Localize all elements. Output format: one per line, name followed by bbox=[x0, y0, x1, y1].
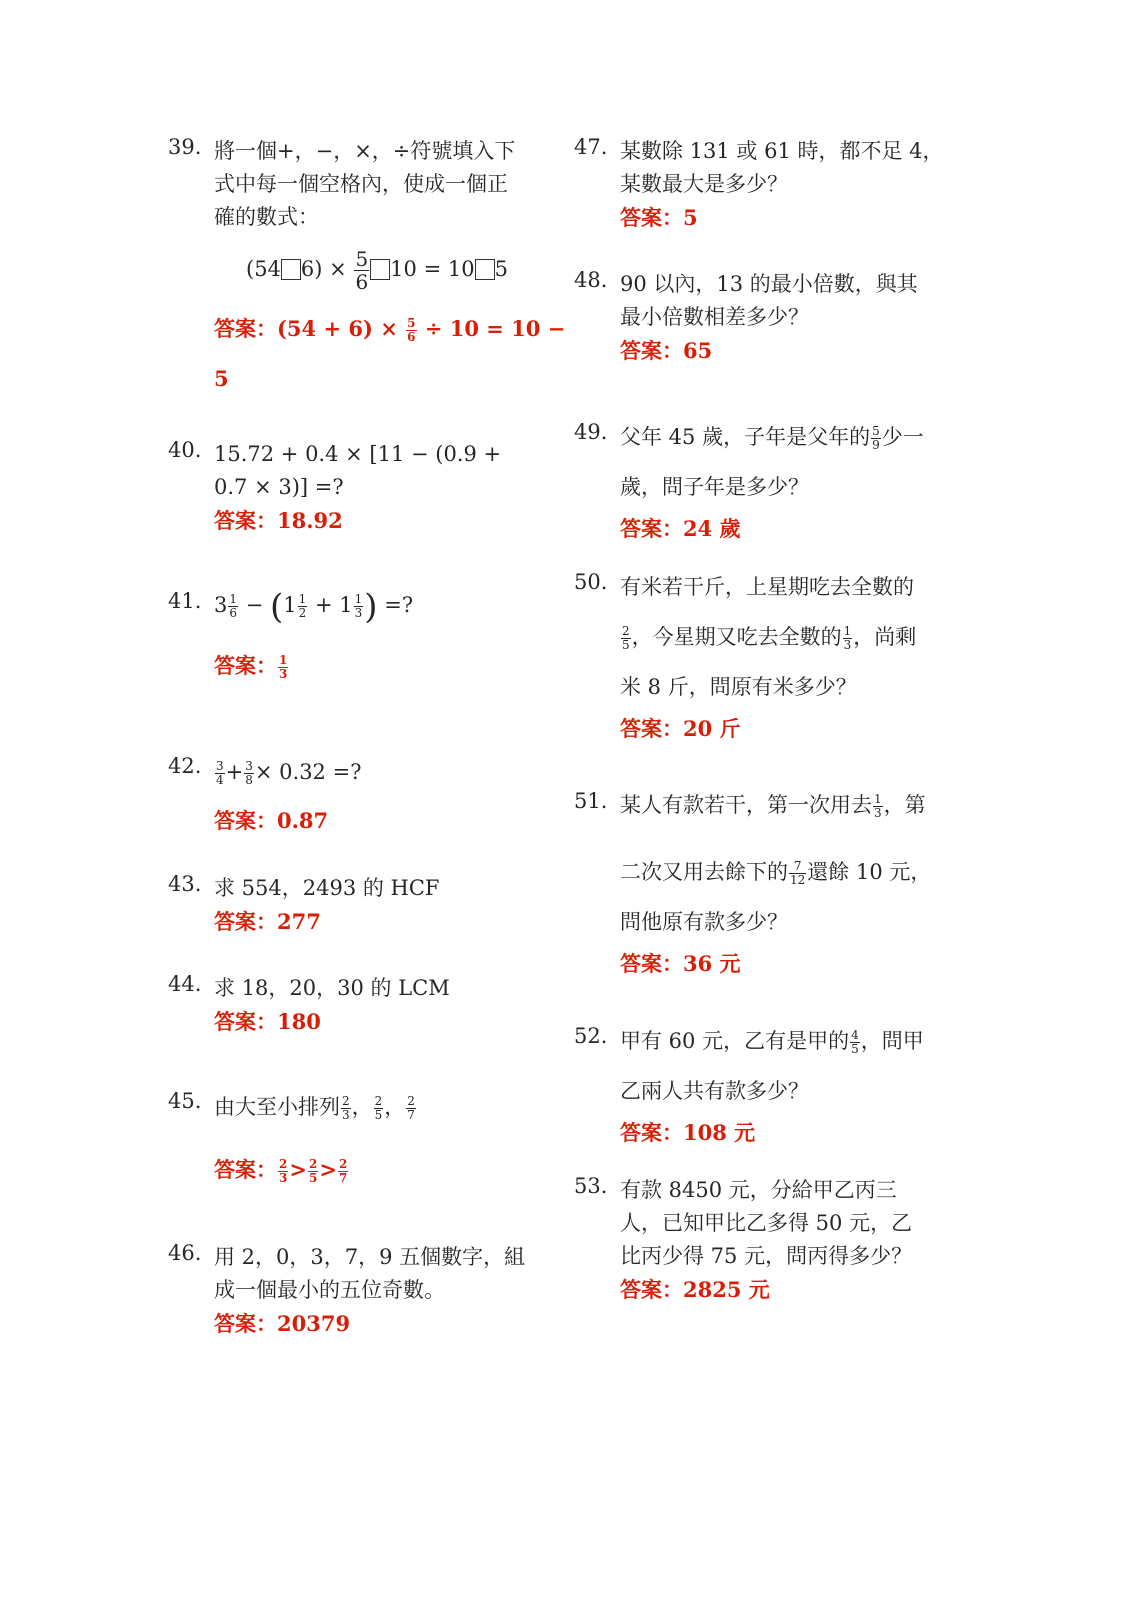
question-text: 某人有款若干，第一次用去 $\frac{1}{3}$ ，第 bbox=[620, 792, 926, 820]
answer: 答案：24 歲 bbox=[620, 516, 741, 541]
fraction: $\frac{2}{5}$ bbox=[622, 624, 630, 652]
fraction: $\frac{5}{6}$ bbox=[355, 247, 369, 294]
answer: 答案：20 斤 bbox=[620, 716, 741, 741]
fraction: $\frac{3}{4}$ bbox=[216, 759, 224, 787]
fraction: $\frac{4}{5}$ bbox=[851, 1028, 859, 1056]
question-52 bbox=[574, 1016, 954, 1149]
question-40 bbox=[168, 438, 548, 537]
question-number: 40. bbox=[168, 438, 202, 462]
fraction: $\frac{5}{6}$ bbox=[407, 316, 416, 344]
question-text: 15.72 + 0.4 × [11 − (0.9 + bbox=[214, 442, 502, 466]
question-text: 有款 8450 元，分給甲乙丙三 bbox=[620, 1178, 897, 1202]
question-number: 52. bbox=[574, 1024, 608, 1048]
question-number: 47. bbox=[574, 135, 608, 159]
fraction: $\frac{1}{3}$ bbox=[843, 624, 852, 652]
question-text: 比丙少得 75 元，問丙得多少？ bbox=[620, 1244, 913, 1268]
question-46 bbox=[168, 1241, 548, 1340]
question-45 bbox=[168, 1087, 548, 1186]
equation: (54 6) × $\frac{5}{6}$ 10 = 10 5 bbox=[246, 247, 508, 294]
question-number: 49. bbox=[574, 420, 608, 444]
question-53 bbox=[574, 1174, 954, 1306]
question-text: 成一個最小的五位奇數。 bbox=[214, 1278, 445, 1302]
question-text: $\frac{2}{5}$ ，今星期又吃去全數的 $\frac{1}{3}$ ，尚剩 bbox=[622, 624, 917, 652]
answer: 答案： $\frac{2}{3}$ > $\frac{2}{5}$ > $\frac{2}{7}$ bbox=[214, 1157, 348, 1185]
question-44 bbox=[168, 972, 548, 1038]
question-number: 44. bbox=[168, 972, 202, 996]
fraction: $\frac{1}{3}$ bbox=[874, 792, 882, 820]
answer: 答案：36 元 bbox=[620, 951, 741, 976]
question-number: 51. bbox=[574, 789, 608, 813]
question-text: 甲有 60 元，乙有是甲的 $\frac{4}{5}$ ，問甲 bbox=[620, 1028, 924, 1056]
answer: 答案：0.87 bbox=[214, 808, 329, 833]
question-text: 用 2，0，3，7，9 五個數字，組 bbox=[214, 1245, 526, 1269]
question-number: 41. bbox=[168, 589, 202, 613]
question-text: 0.7 × 3)] =? bbox=[214, 475, 344, 499]
fraction: $\frac{2}{5}$ bbox=[308, 1157, 318, 1185]
question-text: 將一個+，−，×，÷符號填入下 bbox=[214, 139, 516, 163]
answer: 答案： $\frac{1}{3}$ bbox=[214, 653, 288, 681]
question-47 bbox=[574, 135, 954, 234]
fraction: $\frac{1}{3}$ bbox=[354, 592, 363, 620]
answer-continued: 5 bbox=[214, 366, 229, 391]
question-48 bbox=[574, 268, 954, 367]
question-text: 最小倍數相差多少？ bbox=[620, 305, 809, 329]
question-text: 某數最大是多少？ bbox=[620, 172, 788, 196]
answer: 答案：20379 bbox=[214, 1311, 351, 1336]
blank-box bbox=[370, 259, 390, 280]
question-text: 求 18，20，30 的 LCM bbox=[214, 976, 450, 1000]
fraction: $\frac{2}{3}$ bbox=[279, 1157, 288, 1185]
blank-box bbox=[475, 259, 495, 280]
answer: 答案：180 bbox=[214, 1009, 321, 1034]
question-number: 53. bbox=[574, 1174, 608, 1198]
question-number: 45. bbox=[168, 1089, 202, 1113]
fraction: $\frac{1}{3}$ bbox=[279, 653, 288, 681]
answer: 答案：277 bbox=[214, 909, 321, 934]
question-text: 米 8 斤，問原有米多少？ bbox=[620, 675, 857, 699]
question-number: 48. bbox=[574, 268, 608, 292]
question-43 bbox=[168, 872, 548, 938]
equation: $\frac{3}{4}$ + $\frac{3}{8}$ × 0.32 =? bbox=[216, 759, 362, 787]
question-number: 39. bbox=[168, 135, 202, 159]
question-41 bbox=[168, 585, 548, 682]
fraction: $\frac{1}{6}$ bbox=[229, 592, 238, 620]
question-text: 由大至小排列 $\frac{2}{3}$ ， $\frac{2}{5}$ ， $\frac{2}{7}$ bbox=[214, 1094, 415, 1122]
fraction: $\frac{5}{9}$ bbox=[872, 424, 880, 452]
question-text: 求 554，2493 的 HCF bbox=[214, 876, 440, 900]
question-text: 人，已知甲比乙多得 50 元，乙 bbox=[620, 1211, 913, 1235]
answer: 答案：108 元 bbox=[620, 1120, 756, 1145]
equation: 3 $\frac{1}{6}$ − (1 $\frac{1}{2}$ + 1 $\frac{1}{3}$ ) =? bbox=[214, 587, 414, 627]
fraction: $\frac{1}{2}$ bbox=[298, 592, 307, 620]
question-text: 90 以內，13 的最小倍數，與其 bbox=[620, 272, 918, 296]
fraction: $\frac{2}{3}$ bbox=[342, 1094, 350, 1122]
question-text: 乙兩人共有款多少？ bbox=[620, 1079, 809, 1103]
question-text: 式中每一個空格內，使成一個正 bbox=[214, 172, 508, 196]
question-text: 問他原有款多少？ bbox=[620, 910, 788, 934]
question-number: 43. bbox=[168, 872, 202, 896]
fraction: $\frac{2}{7}$ bbox=[338, 1157, 348, 1185]
question-number: 50. bbox=[574, 570, 608, 594]
question-51 bbox=[574, 780, 954, 980]
answer: 答案：18.92 bbox=[214, 508, 343, 533]
fraction: $\frac{2}{7}$ bbox=[407, 1094, 415, 1122]
answer: 答案：65 bbox=[620, 338, 713, 363]
question-42 bbox=[168, 752, 548, 837]
answer: 答案：2825 元 bbox=[620, 1277, 770, 1302]
answer: 答案：(54 + 6) × $\frac{5}{6}$ ÷ 10 = 10 − bbox=[214, 316, 566, 344]
question-39 bbox=[168, 135, 566, 404]
fraction: $\frac{3}{8}$ bbox=[245, 759, 253, 787]
question-text: 有米若干斤，上星期吃去全數的 bbox=[620, 575, 914, 599]
question-text: 確的數式： bbox=[214, 205, 319, 229]
question-number: 46. bbox=[168, 1241, 202, 1265]
answer: 答案：5 bbox=[620, 205, 698, 230]
blank-box bbox=[281, 259, 301, 280]
question-text: 某數除 131 或 61 時，都不足 4， bbox=[620, 139, 944, 163]
fraction: $\frac{7}{12}$ bbox=[790, 859, 806, 887]
question-text: 父年 45 歲，子年是父年的 $\frac{5}{9}$ 少一 bbox=[620, 424, 924, 452]
question-number: 42. bbox=[168, 754, 202, 778]
fraction: $\frac{2}{5}$ bbox=[374, 1094, 383, 1122]
question-50 bbox=[574, 562, 954, 745]
question-text: 二次又用去餘下的 $\frac{7}{12}$ 還餘 10 元， bbox=[620, 859, 932, 887]
question-49 bbox=[574, 412, 954, 545]
question-text: 歲，問子年是多少？ bbox=[620, 475, 809, 499]
